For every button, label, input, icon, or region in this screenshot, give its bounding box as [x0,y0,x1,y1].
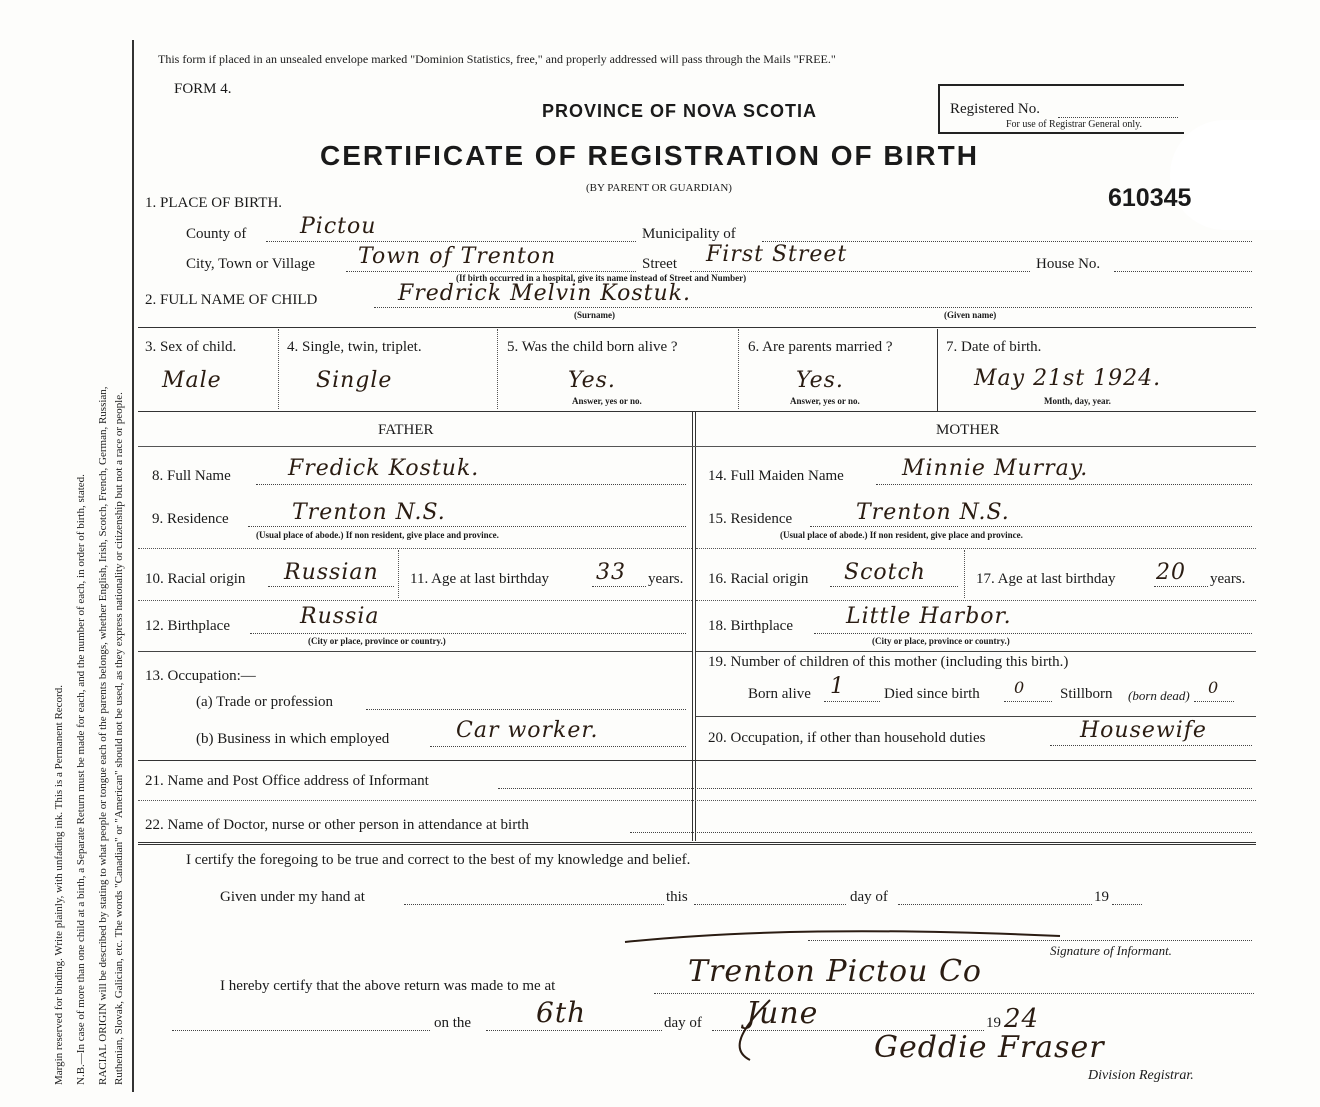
divider [964,550,965,598]
county-value: Pictou [300,214,377,239]
father-age-value: 33 [596,560,626,585]
born-alive-value: Yes. [568,368,616,393]
informant-signature-label: Signature of Informant. [1050,943,1172,958]
dob-label: 7. Date of birth. [946,339,1042,355]
born-alive-count-field[interactable] [824,701,880,702]
house-no-label: House No. [1036,256,1101,272]
father-birthplace-field[interactable] [250,633,686,634]
single-twin-value: Single [316,368,393,393]
divider [497,329,498,409]
rule [138,651,692,652]
mother-birthplace-note: (City or place, province or country.) [872,636,1010,646]
father-birthplace-note: (City or place, province or country.) [308,636,446,646]
county-label: County of [186,226,247,242]
margin-racial-note-1: RACIAL ORIGIN will be described by stating to what people or tongue each of the parents belongs, whether English, Irish, Scotch, French, German, Russian, [97,386,109,1085]
rule [138,548,692,549]
street-field[interactable] [690,271,1030,272]
margin-border [132,40,134,1092]
hospital-note: (If birth occurred in a hospital, give its name instead of Street and Number) [456,273,747,283]
rule-top-row [138,327,1256,328]
mother-heading: MOTHER [936,422,1000,438]
mother-name-value: Minnie Murray. [902,456,1089,481]
form-number: FORM 4. [174,81,232,97]
rule-parents [138,411,1256,412]
certify-statement: I certify the foregoing to be true and correct to the best of my knowledge and belief. [186,852,691,868]
mother-residence-value: Trenton N.S. [856,500,1010,525]
mother-age-field[interactable] [1154,586,1208,587]
margin-binding-note: Margin reserved for binding. Write plainly, with unfading ink. This is a Permanent Record. [53,685,65,1085]
mother-name-field[interactable] [876,484,1252,485]
city-label: City, Town or Village [186,256,316,272]
street-label: Street [642,256,677,272]
divider [738,329,739,409]
given-day-of-label: day of [850,889,888,905]
single-twin-label: 4. Single, twin, triplet. [287,339,422,355]
father-residence-field[interactable] [248,526,686,527]
return-place-value: Trenton Pictou Co [688,954,982,989]
stillborn-note: (born dead) [1128,688,1190,703]
rule [696,651,1256,652]
province-heading: PROVINCE OF NOVA SCOTIA [542,101,818,121]
father-birthplace-value: Russia [300,604,380,629]
doctor-label: 22. Name of Doctor, nurse or other person in attendance at birth [145,817,529,833]
rule [138,760,1256,761]
sex-value: Male [162,368,222,393]
return-left-field[interactable] [172,1030,430,1031]
died-since-birth-label: Died since birth [884,686,980,702]
registered-line[interactable] [1058,117,1178,118]
divider [278,329,279,409]
margin-nb-note: N.B.—In case of more than one child at a birth, a Separate Return must be made for each, and the number of each, in order of birth, stated. [75,474,87,1085]
surname-note: (Surname) [574,310,615,320]
child-name-value: Fredrick Melvin Kostuk. [398,281,692,306]
stillborn-label: Stillborn [1060,686,1113,702]
father-business-label: (b) Business in which employed [196,731,390,747]
city-field[interactable] [346,271,636,272]
registered-note: For use of Registrar General only. [1006,119,1142,130]
given-year-field[interactable] [1112,904,1142,905]
mother-race-field[interactable] [830,586,958,587]
return-year-prefix: 19 [986,1015,1001,1031]
father-birthplace-label: 12. Birthplace [145,618,230,634]
father-age-field[interactable] [592,586,646,587]
born-alive-label: 5. Was the child born alive ? [507,339,678,355]
mother-name-label: 14. Full Maiden Name [708,468,844,484]
mother-residence-note: (Usual place of abode.) If non resident, give place and province. [780,530,1023,540]
mother-age-value: 20 [1156,560,1186,585]
father-years: years. [648,571,684,587]
father-age-label: 11. Age at last birthday [410,571,549,587]
return-year-value: 24 [1004,1004,1040,1034]
mother-occupation-value: Housewife [1080,718,1207,743]
torn-corner [1170,120,1320,230]
parents-married-label: 6. Are parents married ? [748,339,893,355]
mother-residence-label: 15. Residence [708,511,793,527]
father-race-label: 10. Racial origin [145,571,246,587]
stillborn-value: 0 [1208,678,1220,697]
divider [398,550,399,598]
county-field[interactable] [266,241,636,242]
this-day-field[interactable] [694,904,846,905]
this-label: this [666,889,688,905]
father-name-value: Fredick Kostuk. [288,456,480,481]
father-trade-field[interactable] [366,709,686,710]
father-race-value: Russian [284,560,379,585]
given-at-field[interactable] [404,904,664,905]
dob-value: May 21st 1924. [974,366,1162,391]
mother-birthplace-field[interactable] [814,633,1252,634]
municipality-label: Municipality of [642,226,736,242]
registered-box [938,84,1184,134]
mother-race-label: 16. Racial origin [708,571,809,587]
father-occupation-label: 13. Occupation:— [145,668,256,684]
born-alive-note: Answer, yes or no. [572,396,642,406]
father-trade-label: (a) Trade or profession [196,694,334,710]
mother-years: years. [1210,571,1246,587]
father-name-field[interactable] [256,484,686,485]
children-count-label: 19. Number of children of this mother (including this birth.) [708,654,1069,670]
return-day-of-label: day of [664,1015,702,1031]
rule [696,716,1256,717]
born-alive-count-value: 1 [830,674,845,699]
rule [696,548,1256,549]
parents-married-note: Answer, yes or no. [790,396,860,406]
registrar-signature: Geddie Fraser [874,1030,1105,1065]
place-of-birth-label: 1. PLACE OF BIRTH. [145,195,283,211]
certificate-title: CERTIFICATE OF REGISTRATION OF BIRTH [320,140,979,171]
child-name-field[interactable] [374,307,1252,308]
child-name-label: 2. FULL NAME OF CHILD [145,292,318,308]
on-the-value: 6th [536,996,587,1029]
rule [138,446,1256,447]
given-at-label: Given under my hand at [220,889,365,905]
doctor-field[interactable] [630,832,1252,833]
dob-note: Month, day, year. [1044,396,1111,406]
certificate-number: 610345 [1108,184,1192,212]
father-heading: FATHER [378,422,434,438]
father-business-field[interactable] [430,746,686,747]
father-mother-divider [692,411,696,841]
on-the-label: on the [434,1015,472,1031]
rule [696,600,1256,601]
parents-married-value: Yes. [796,368,844,393]
return-month-value: June [746,996,819,1031]
father-name-label: 8. Full Name [152,468,231,484]
return-label: I hereby certify that the above return was made to me at [220,978,556,994]
given-name-note: (Given name) [944,310,997,320]
mother-residence-field[interactable] [810,526,1252,527]
father-residence-value: Trenton N.S. [292,500,446,525]
given-year-prefix: 19 [1094,889,1109,905]
died-since-birth-value: 0 [1014,678,1026,697]
father-race-field[interactable] [268,586,394,587]
rule [138,800,1256,801]
rule [138,842,1256,845]
died-since-birth-field[interactable] [1004,701,1052,702]
registered-label: Registered No. [950,101,1040,117]
signature-flourish [620,920,1080,1070]
informant-field[interactable] [498,788,1252,789]
registrar-label: Division Registrar. [1088,1068,1194,1083]
given-month-field[interactable] [898,904,1092,905]
rule [138,600,692,601]
informant-label: 21. Name and Post Office address of Informant [145,773,429,789]
street-value: First Street [706,242,848,267]
father-residence-label: 9. Residence [152,511,229,527]
mother-race-value: Scotch [844,560,926,585]
divider [937,329,938,411]
sex-label: 3. Sex of child. [145,339,237,355]
mother-occupation-label: 20. Occupation, if other than household duties [708,730,986,746]
margin-racial-note-2: Ruthenian, Slovak, Galician, etc. The words "Canadian" or "American" should not be used, as they express nationality or citizenship but not a race or people. [113,392,125,1085]
father-residence-note: (Usual place of abode.) If non resident, give place and province. [256,530,499,540]
mother-age-label: 17. Age at last birthday [976,571,1116,587]
mail-notice: This form if placed in an unsealed envelope marked "Dominion Statistics, free," and properly addressed will pass through the Mails "FREE." [158,52,836,66]
city-value: Town of Trenton [358,244,557,269]
certificate-subtitle: (BY PARENT OR GUARDIAN) [586,182,732,194]
father-business-value: Car worker. [456,718,599,743]
born-alive-count-label: Born alive [748,686,811,702]
mother-occupation-field[interactable] [1050,745,1252,746]
mother-birthplace-value: Little Harbor. [846,604,1012,629]
house-no-field[interactable] [1114,271,1252,272]
mother-birthplace-label: 18. Birthplace [708,618,793,634]
stillborn-field[interactable] [1194,701,1234,702]
